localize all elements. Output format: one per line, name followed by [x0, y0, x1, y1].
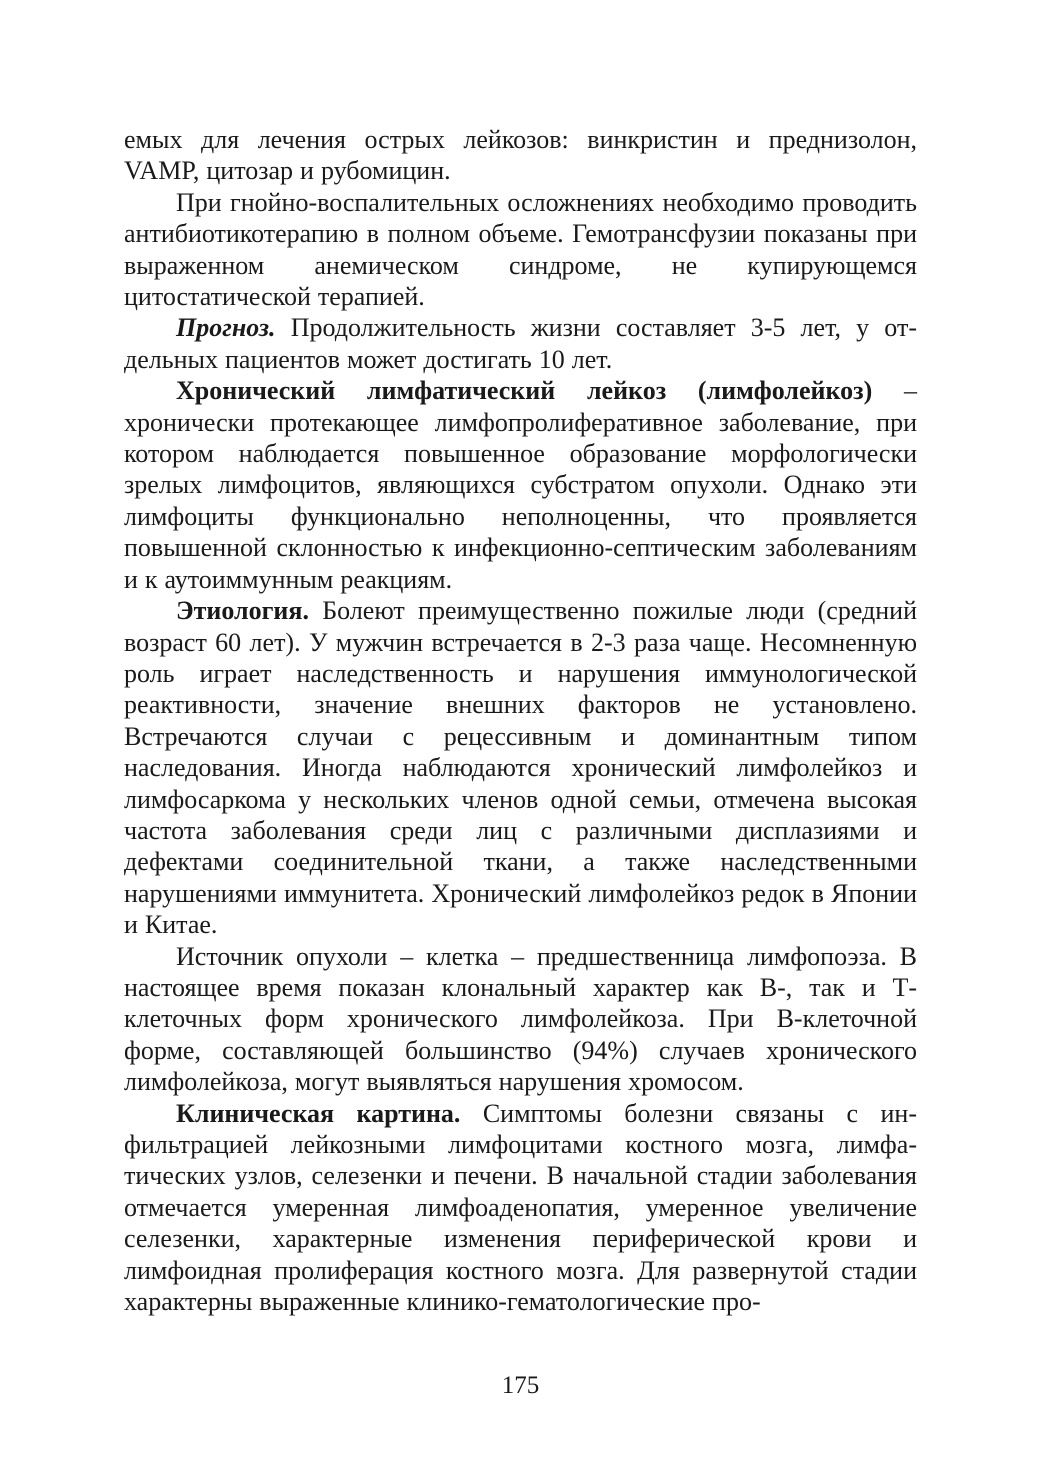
paragraph-text: Болеют преимущественно пожилые люди (средний возраст 60 лет). У мужчин встречается в 2-3 раза чаще. Несомненную роль играет наследственность и нарушения иммунологической реактивности, значение внешних факторов не установлено. Встречаются случаи с рецессивным и доминантным типом наследования. Иногда наблюдаются хронический лимфолейкоз и лимфосаркома у нескольких членов одной семьи, отмечена высокая частота заболевания среди лиц с различными дисплазиями и дефектами соединительной ткани, а также наследственными нарушениями иммунитета. Хронический лимфолейкоз редок в Японии и Китае. [124, 596, 917, 940]
paragraph-etiology [124, 595, 917, 940]
paragraph-clinical-picture [124, 1098, 917, 1318]
paragraph-text: Продолжительность жизни составляет 3-5 лет, у отдельных пациентов может достигать 10 лет. [124, 313, 917, 374]
paragraph-continuation [124, 124, 917, 187]
paragraph-tumor-source [124, 941, 917, 1098]
paragraph-lead: Этиология. [176, 596, 309, 626]
paragraph-text: – хронически протекающее лимфопролиферативное заболевание, при котором наблюдается повышенное образование морфологически зрелых лимфоцитов, являющихся субстратом опухоли. Однако эти лимфоциты функционально неполноценны, что проявляется повышенной склонностью к инфекционно-септическим заболеваниям и к аутоиммунным реакциям. [124, 376, 917, 594]
paragraph-complications [124, 187, 917, 313]
paragraph-text: емых для лечения острых лейкозов: винкристин и преднизолон, VAMP, цитозар и рубомицин. [124, 125, 917, 186]
paragraph-lead: Хронический лимфатический лейкоз (лимфолейкоз) [176, 376, 873, 406]
paragraph-prognosis [124, 312, 917, 375]
page-number: 175 [501, 1372, 540, 1399]
paragraph-text: При гнойно-воспалительных осложнениях необходимо проводить антибиотикотерапию в полном объеме. Гемотрансфузии показаны при выраженном анемическом синдроме, не купирующемся цитостатической терапией. [124, 187, 917, 312]
paragraph-lead: Прогноз. [176, 313, 276, 343]
page-body [124, 124, 917, 1317]
paragraph-definition [124, 375, 917, 595]
paragraph-lead: Клиническая картина. [176, 1098, 461, 1128]
paragraph-text: Симптомы болезни связаны с инфильтрацией лейкозными лимфоцитами костного мозга, лимфатических узлов, селезенки и печени. В начальной стадии заболевания отмечается умеренная лимфоаденопатия, умеренное увеличение селезенки, характерные изменения периферической крови и лимфоидная пролиферация костного мозга. Для развернутой стадии характерны выраженные клинико-гематологические про- [124, 1098, 917, 1317]
paragraph-text: Источник опухоли – клетка – предшественница лимфопоэза. В настоящее время показан клональный характер как В-, так и Т-клеточных форм хронического лимфолейкоза. При В-клеточной форме, составляющей большинство (94%) случаев хронического лимфолейкоза, могут выявляться нарушения хромосом. [124, 941, 917, 1097]
